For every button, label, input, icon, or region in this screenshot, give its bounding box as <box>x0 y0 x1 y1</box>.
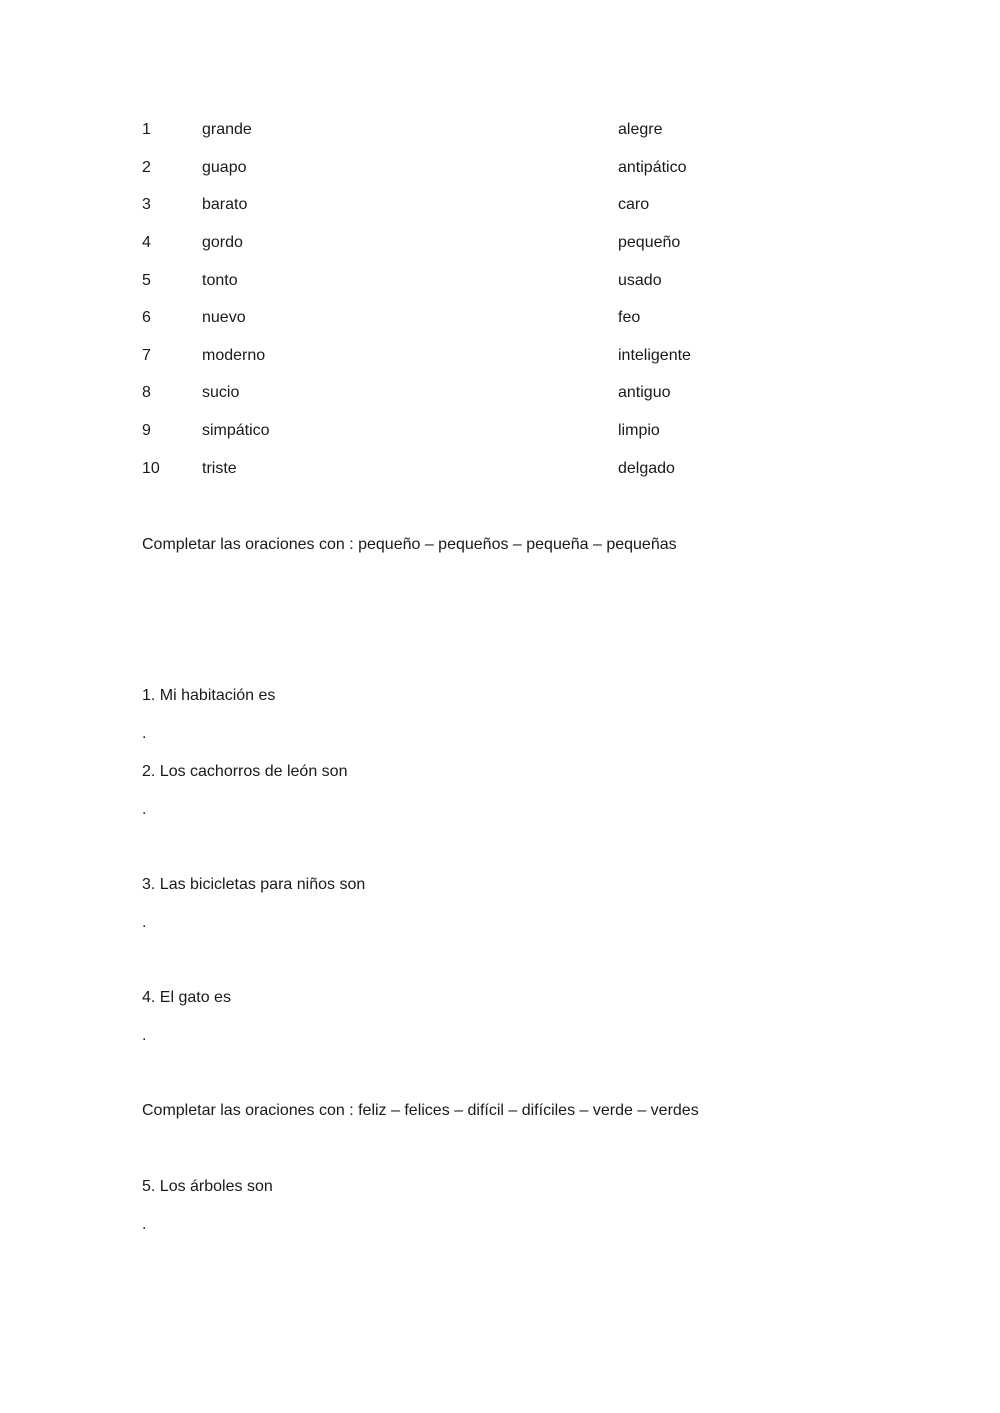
pair-number: 7 <box>142 347 151 364</box>
section2-instruction: Completar las oraciones con : feliz – felices – difícil – difíciles – verde – verdes <box>142 1102 699 1119</box>
pair-row <box>142 156 862 180</box>
pair-row <box>142 344 862 368</box>
pair-number: 1 <box>142 121 151 138</box>
sentence-2-answer-blank[interactable]: . <box>142 801 147 818</box>
pair-number: 9 <box>142 422 151 439</box>
sentence-5-answer-blank[interactable]: . <box>142 1216 147 1233</box>
sentence-3-answer-blank[interactable]: . <box>142 914 147 931</box>
pair-left-word: nuevo <box>202 309 246 326</box>
pair-number: 8 <box>142 384 151 401</box>
sentence-2: 2. Los cachorros de león son <box>142 763 348 780</box>
pair-left-word: moderno <box>202 347 266 364</box>
pair-right-word: limpio <box>618 422 660 439</box>
pair-left-word: simpático <box>202 422 270 439</box>
pair-number: 5 <box>142 272 151 289</box>
pair-right-word: antiguo <box>618 384 671 401</box>
pair-right-word: alegre <box>618 121 663 138</box>
pair-right-word: antipático <box>618 159 687 176</box>
section1-instruction: Completar las oraciones con : pequeño – pequeños – pequeña – pequeñas <box>142 536 677 553</box>
pair-number: 10 <box>142 460 160 477</box>
pair-right-word: feo <box>618 309 641 326</box>
pair-row <box>142 457 862 481</box>
pair-number: 6 <box>142 309 151 326</box>
pair-left-word: grande <box>202 121 252 138</box>
sentence-4-answer-blank[interactable]: . <box>142 1027 147 1044</box>
pair-left-word: triste <box>202 460 237 477</box>
pair-row <box>142 193 862 217</box>
pair-left-word: barato <box>202 196 248 213</box>
pair-row <box>142 231 862 255</box>
sentence-5: 5. Los árboles son <box>142 1178 273 1195</box>
pair-right-word: usado <box>618 272 662 289</box>
pair-row <box>142 269 862 293</box>
pair-right-word: inteligente <box>618 347 691 364</box>
pair-number: 2 <box>142 159 151 176</box>
pair-left-word: sucio <box>202 384 240 401</box>
pair-right-word: pequeño <box>618 234 681 251</box>
pair-row <box>142 419 862 443</box>
pair-number: 3 <box>142 196 151 213</box>
sentence-4: 4. El gato es <box>142 989 231 1006</box>
pair-left-word: guapo <box>202 159 247 176</box>
pair-number: 4 <box>142 234 151 251</box>
pair-right-word: delgado <box>618 460 675 477</box>
pair-right-word: caro <box>618 196 650 213</box>
pair-row <box>142 381 862 405</box>
pair-left-word: tonto <box>202 272 238 289</box>
pair-left-word: gordo <box>202 234 243 251</box>
sentence-3: 3. Las bicicletas para niños son <box>142 876 366 893</box>
sentence-1-answer-blank[interactable]: . <box>142 725 147 742</box>
pair-row <box>142 306 862 330</box>
pair-row <box>142 118 862 142</box>
sentence-1: 1. Mi habitación es <box>142 687 276 704</box>
